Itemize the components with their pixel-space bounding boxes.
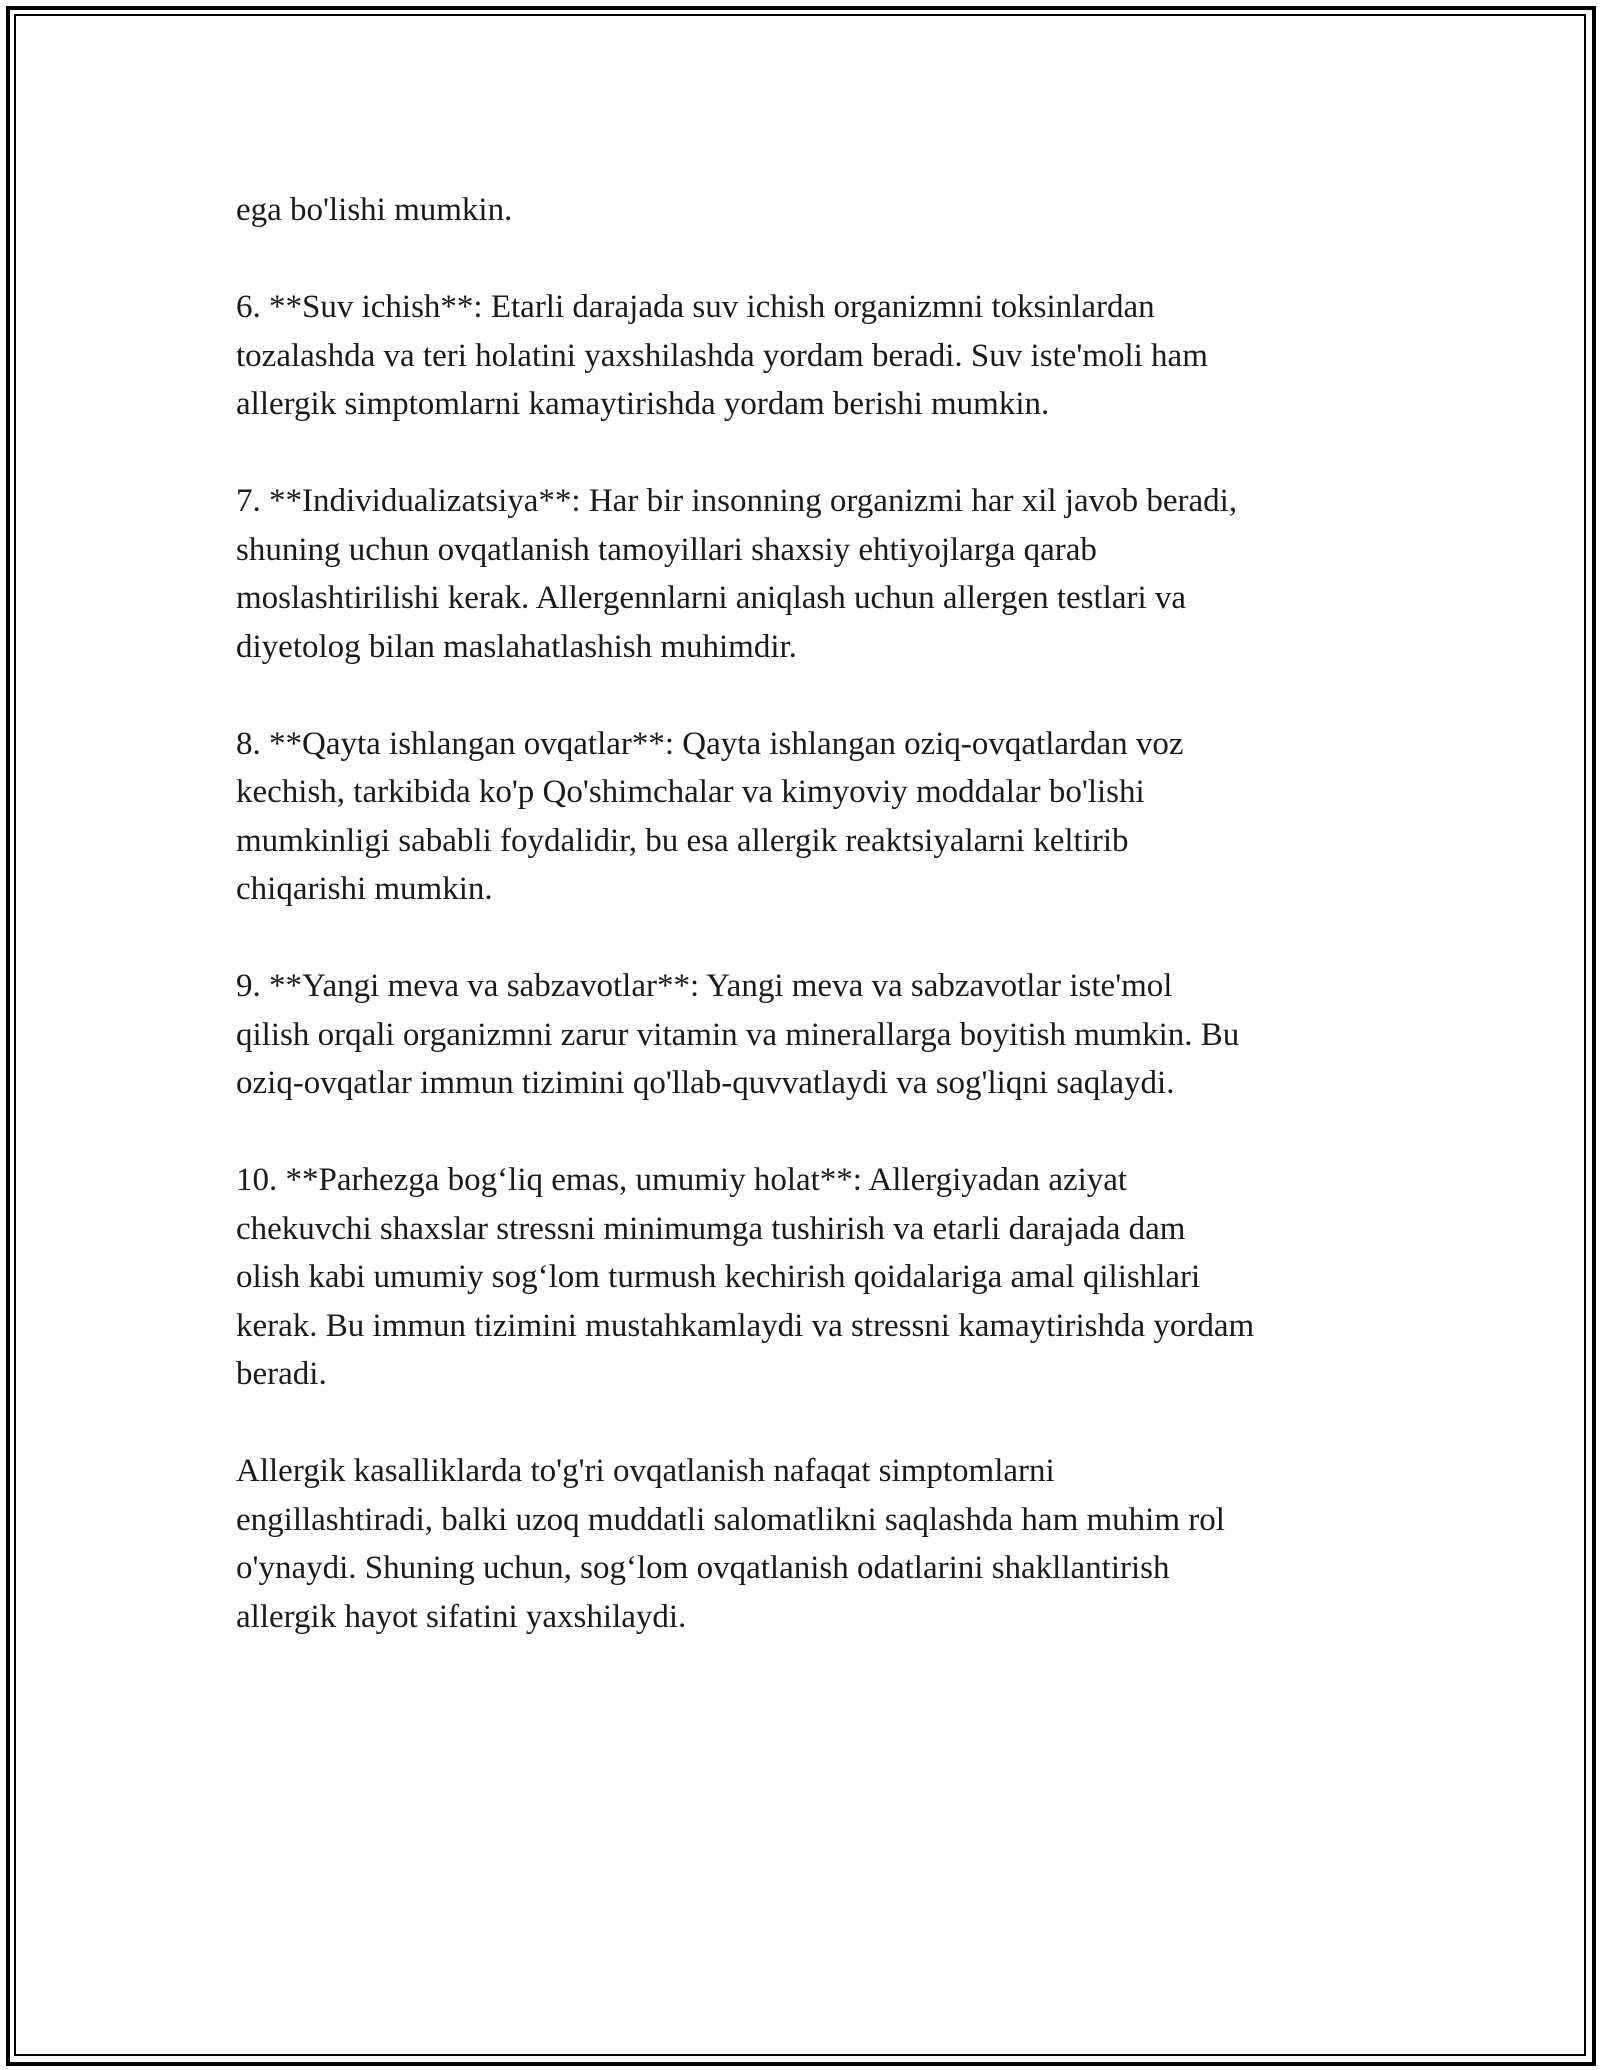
paragraph-item-10: 10. **Parhezga bog‘liq emas, umumiy holat**: Allergiyadan aziyat chekuvchi shaxslar stressni minimumga tushirish va etarli darajada dam olish kabi umumiy sog‘lom turmush kechirish qoidalariga amal qilishlari kerak. Bu immun tizimini mustahkamlaydi va stressni kamaytirishda yordam beradi. bbox=[236, 1162, 1255, 1392]
paragraph-conclusion: Allergik kasalliklarda to'g'ri ovqatlanish nafaqat simptomlarni engillashtiradi, balki uzoq muddatli salomatlikni saqlashda ham muhim rol o'ynaydi. Shuning uchun, sog‘lom ovqatlanish odatlarini shakllantirish allergik hayot sifatini yaxshilaydi. bbox=[236, 1453, 1225, 1635]
document-body bbox=[236, 186, 1386, 1690]
paragraph-item-7: 7. **Individualizatsiya**: Har bir insonning organizmi har xil javob beradi, shuning uchun ovqatlanish tamoyillari shaxsiy ehtiyojlarga qarab moslashtirilishi kerak. Allergennlarni aniqlash uchun allergen testlari va diyetolog bilan maslahatlashish muhimdir. bbox=[236, 483, 1238, 665]
paragraph-item-8: 8. **Qayta ishlangan ovqatlar**: Qayta ishlangan oziq-ovqatlardan voz kechish, tarkibida ko'p Qo'shimchalar va kimyoviy moddalar bo'lishi mumkinligi sababli foydalidir, bu esa allergik reaktsiyalarni keltirib chiqarishi mumkin. bbox=[236, 725, 1184, 907]
paragraph-item-6: 6. **Suv ichish**: Etarli darajada suv ichish organizmni toksinlardan tozalashda va teri holatini yaxshilashda yordam beradi. Suv iste'moli ham allergik simptomlarni kamaytirishda yordam berishi mumkin. bbox=[236, 289, 1208, 422]
paragraph-continuation: ega bo'lishi mumkin. bbox=[236, 192, 513, 228]
paragraph-item-9: 9. **Yangi meva va sabzavotlar**: Yangi meva va sabzavotlar iste'mol qilish orqali organizmni zarur vitamin va minerallarga boyitish mumkin. Bu oziq-ovqatlar immun tizimini qo'llab-quvvatlaydi va sog'liqni saqlaydi. bbox=[236, 968, 1240, 1101]
